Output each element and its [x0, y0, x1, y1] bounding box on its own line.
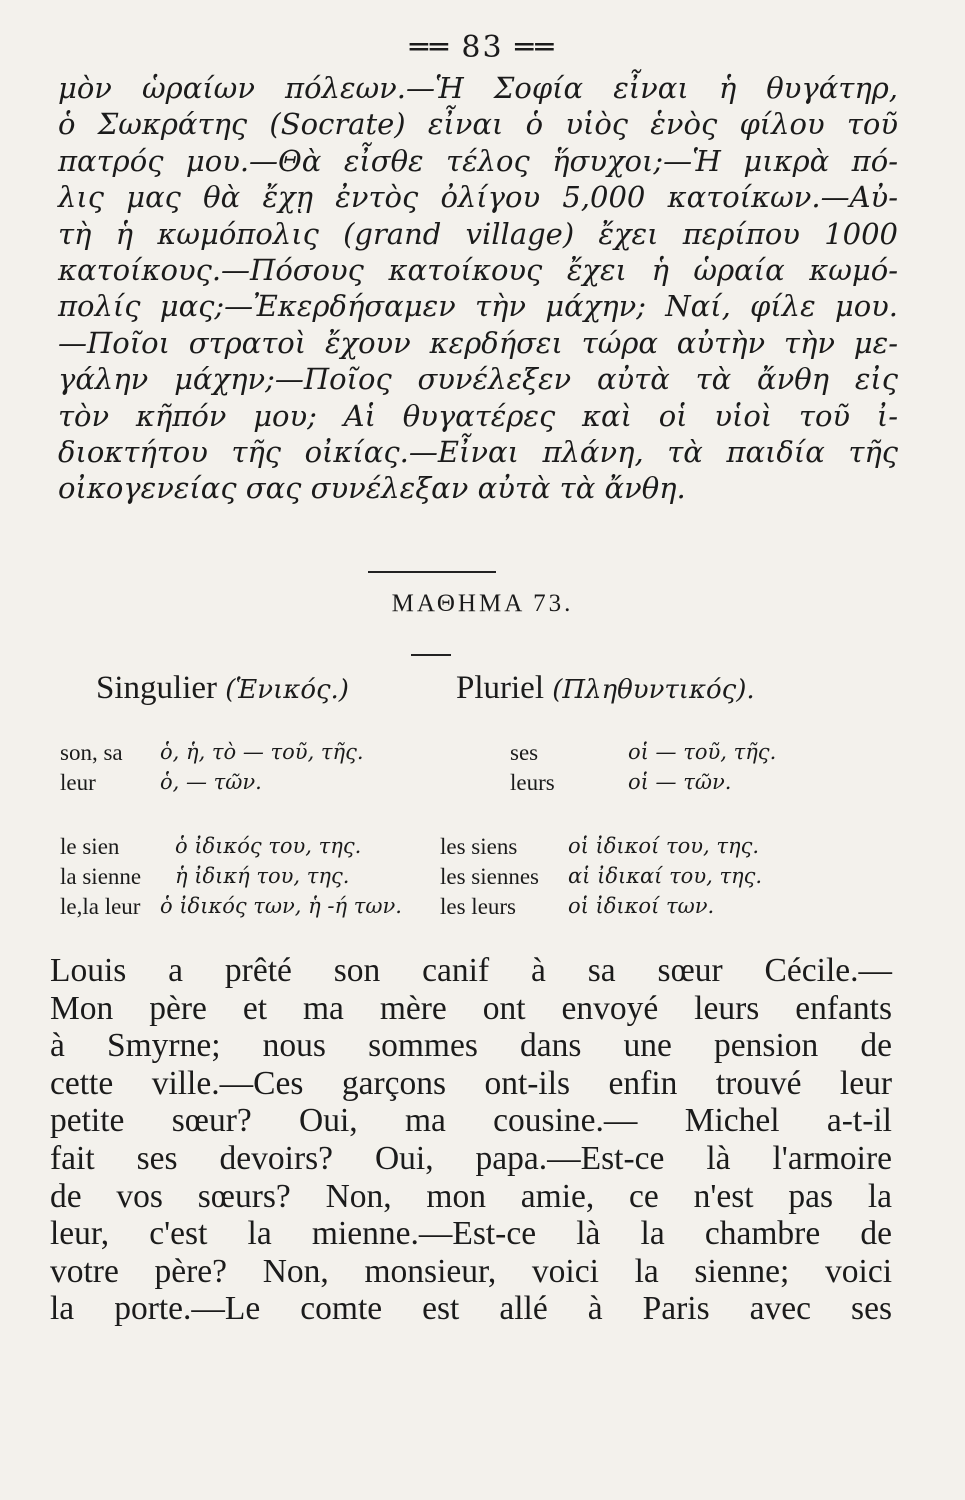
- greek-line: οἰκογενείας σας συνέλεξαν αὐτὰ τὰ ἄνθη.: [58, 471, 686, 506]
- table-row: [60, 834, 880, 864]
- french-line: petite sœur? Oui, ma cousine.— Michel a-t-il: [50, 1102, 892, 1140]
- table-cell-fr-plural: les siens: [440, 834, 518, 859]
- table-cell-gr: ἡ ἰδική του, της.: [175, 864, 350, 888]
- greek-line: λις μας θὰ ἔχῃ ἐντὸς ὀλίγου 5,000 κατοίκων.—Αὐ-: [58, 180, 898, 215]
- table-cell-gr-plural: αἱ ἰδικαί του, της.: [568, 864, 763, 888]
- greek-line: —Ποῖοι στρατοὶ ἔχουν κερδήσει τώρα αὐτὴν τὴν με-: [58, 325, 898, 360]
- page-number-rule-right: ══: [503, 30, 556, 65]
- table-row: [60, 864, 880, 894]
- greek-line: τὴ ἡ κωμόπολις (grand village) ἔχει περίπου 1000: [58, 216, 898, 251]
- table-row: [60, 740, 880, 770]
- page-number-rule-left: ══: [409, 30, 462, 65]
- table-cell-gr-plural: οἱ — τοῦ, τῆς.: [628, 740, 777, 764]
- french-line: leur, c'est la mienne.—Est-ce là la chambre de: [50, 1215, 892, 1253]
- singular-header: [96, 670, 349, 707]
- table-cell-gr: ὁ ἰδικός του, της.: [175, 834, 362, 858]
- table-row: [60, 770, 880, 800]
- section-divider: [368, 571, 496, 573]
- greek-line: κατοίκους.—Πόσους κατοίκους ἔχει ἡ ὡραία κωμό-: [58, 253, 898, 288]
- page-number-text: 83: [461, 30, 504, 65]
- greek-paragraph: [58, 70, 898, 507]
- possessive-table-top: [60, 740, 880, 800]
- table-cell-gr-plural: οἱ ἰδικοί του, της.: [568, 834, 759, 858]
- table-cell-gr: ὁ, — τῶν.: [160, 770, 262, 794]
- greek-line: πατρός μου.—Θὰ εἶσθε τέλος ἥσυχοι;—Ἡ μικρὰ πό-: [58, 143, 898, 178]
- table-cell-fr-plural: leurs: [510, 770, 555, 795]
- table-cell-fr: le sien: [60, 834, 120, 859]
- table-cell-gr-plural: οἱ ἰδικοί των.: [568, 894, 715, 918]
- plural-header: [456, 670, 755, 707]
- french-line: Louis a prêté son canif à sa sœur Cécile.—: [50, 952, 892, 989]
- french-line: Mon père et ma mère ont envoyé leurs enfants: [50, 989, 892, 1027]
- greek-line: ὁ Σωκράτης (Socrate) εἶναι ὁ υἱὸς ἑνὸς φίλου τοῦ: [58, 107, 898, 142]
- greek-line: γάλην μάχην;—Ποῖος συνέλεξεν αὐτὰ τὰ ἄνθη εἰς: [58, 362, 898, 397]
- table-cell-gr: ὁ ἰδικός των, ἡ -ή των.: [160, 894, 402, 918]
- singular-gr: (Ἑνικός.): [225, 675, 349, 705]
- french-line: la porte.—Le comte est allé à Paris avec ses: [50, 1290, 892, 1328]
- plural-gr: (Πληθυντικός).: [552, 675, 755, 705]
- greek-line: τὸν κῆπόν μου; Αἱ θυγατέρες καὶ οἱ υἱοὶ τοῦ ἰ-: [58, 398, 898, 433]
- table-row: [60, 894, 880, 924]
- greek-line: μὸν ὡραίων πόλεων.—Ἡ Σοφία εἶναι ἡ θυγάτηρ,: [58, 71, 898, 105]
- french-line: votre père? Non, monsieur, voici la sienne; voici: [50, 1252, 892, 1290]
- french-paragraph: [50, 952, 892, 1328]
- greek-line: διοκτήτου τῆς οἰκίας.—Εἶναι πλάνη, τὰ παιδία τῆς: [58, 435, 898, 470]
- lesson-title: ΜΑΘΗΜΑ 73.: [391, 590, 574, 617]
- greek-line: πολίς μας;—Ἐκερδήσαμεν τὴν μάχην; Ναί, φίλε μου.: [58, 289, 898, 324]
- singular-fr: Singulier: [96, 670, 217, 706]
- table-cell-gr: ὁ, ἡ, τὸ — τοῦ, τῆς.: [160, 740, 364, 764]
- french-line: cette ville.—Ces garçons ont-ils enfin trouvé leur: [50, 1064, 892, 1102]
- table-cell-gr-plural: οἱ — τῶν.: [628, 770, 732, 794]
- table-cell-fr: la sienne: [60, 864, 142, 889]
- table-cell-fr: leur: [60, 770, 96, 795]
- short-divider: [411, 654, 451, 656]
- table-cell-fr-plural: les leurs: [440, 894, 517, 919]
- french-line: à Smyrne; nous sommes dans une pension de: [50, 1027, 892, 1065]
- table-cell-fr: son, sa: [60, 740, 123, 765]
- possessive-table-bottom: [60, 834, 880, 924]
- french-line: de vos sœurs? Non, mon amie, ce n'est pas la: [50, 1177, 892, 1215]
- table-cell-fr-plural: les siennes: [440, 864, 540, 889]
- plural-fr: Pluriel: [456, 670, 544, 706]
- table-cell-fr-plural: ses: [510, 740, 539, 765]
- french-line: fait ses devoirs? Oui, papa.—Est-ce là l'armoire: [50, 1139, 892, 1177]
- table-cell-fr: le,la leur: [60, 894, 141, 919]
- page-number: [0, 30, 965, 65]
